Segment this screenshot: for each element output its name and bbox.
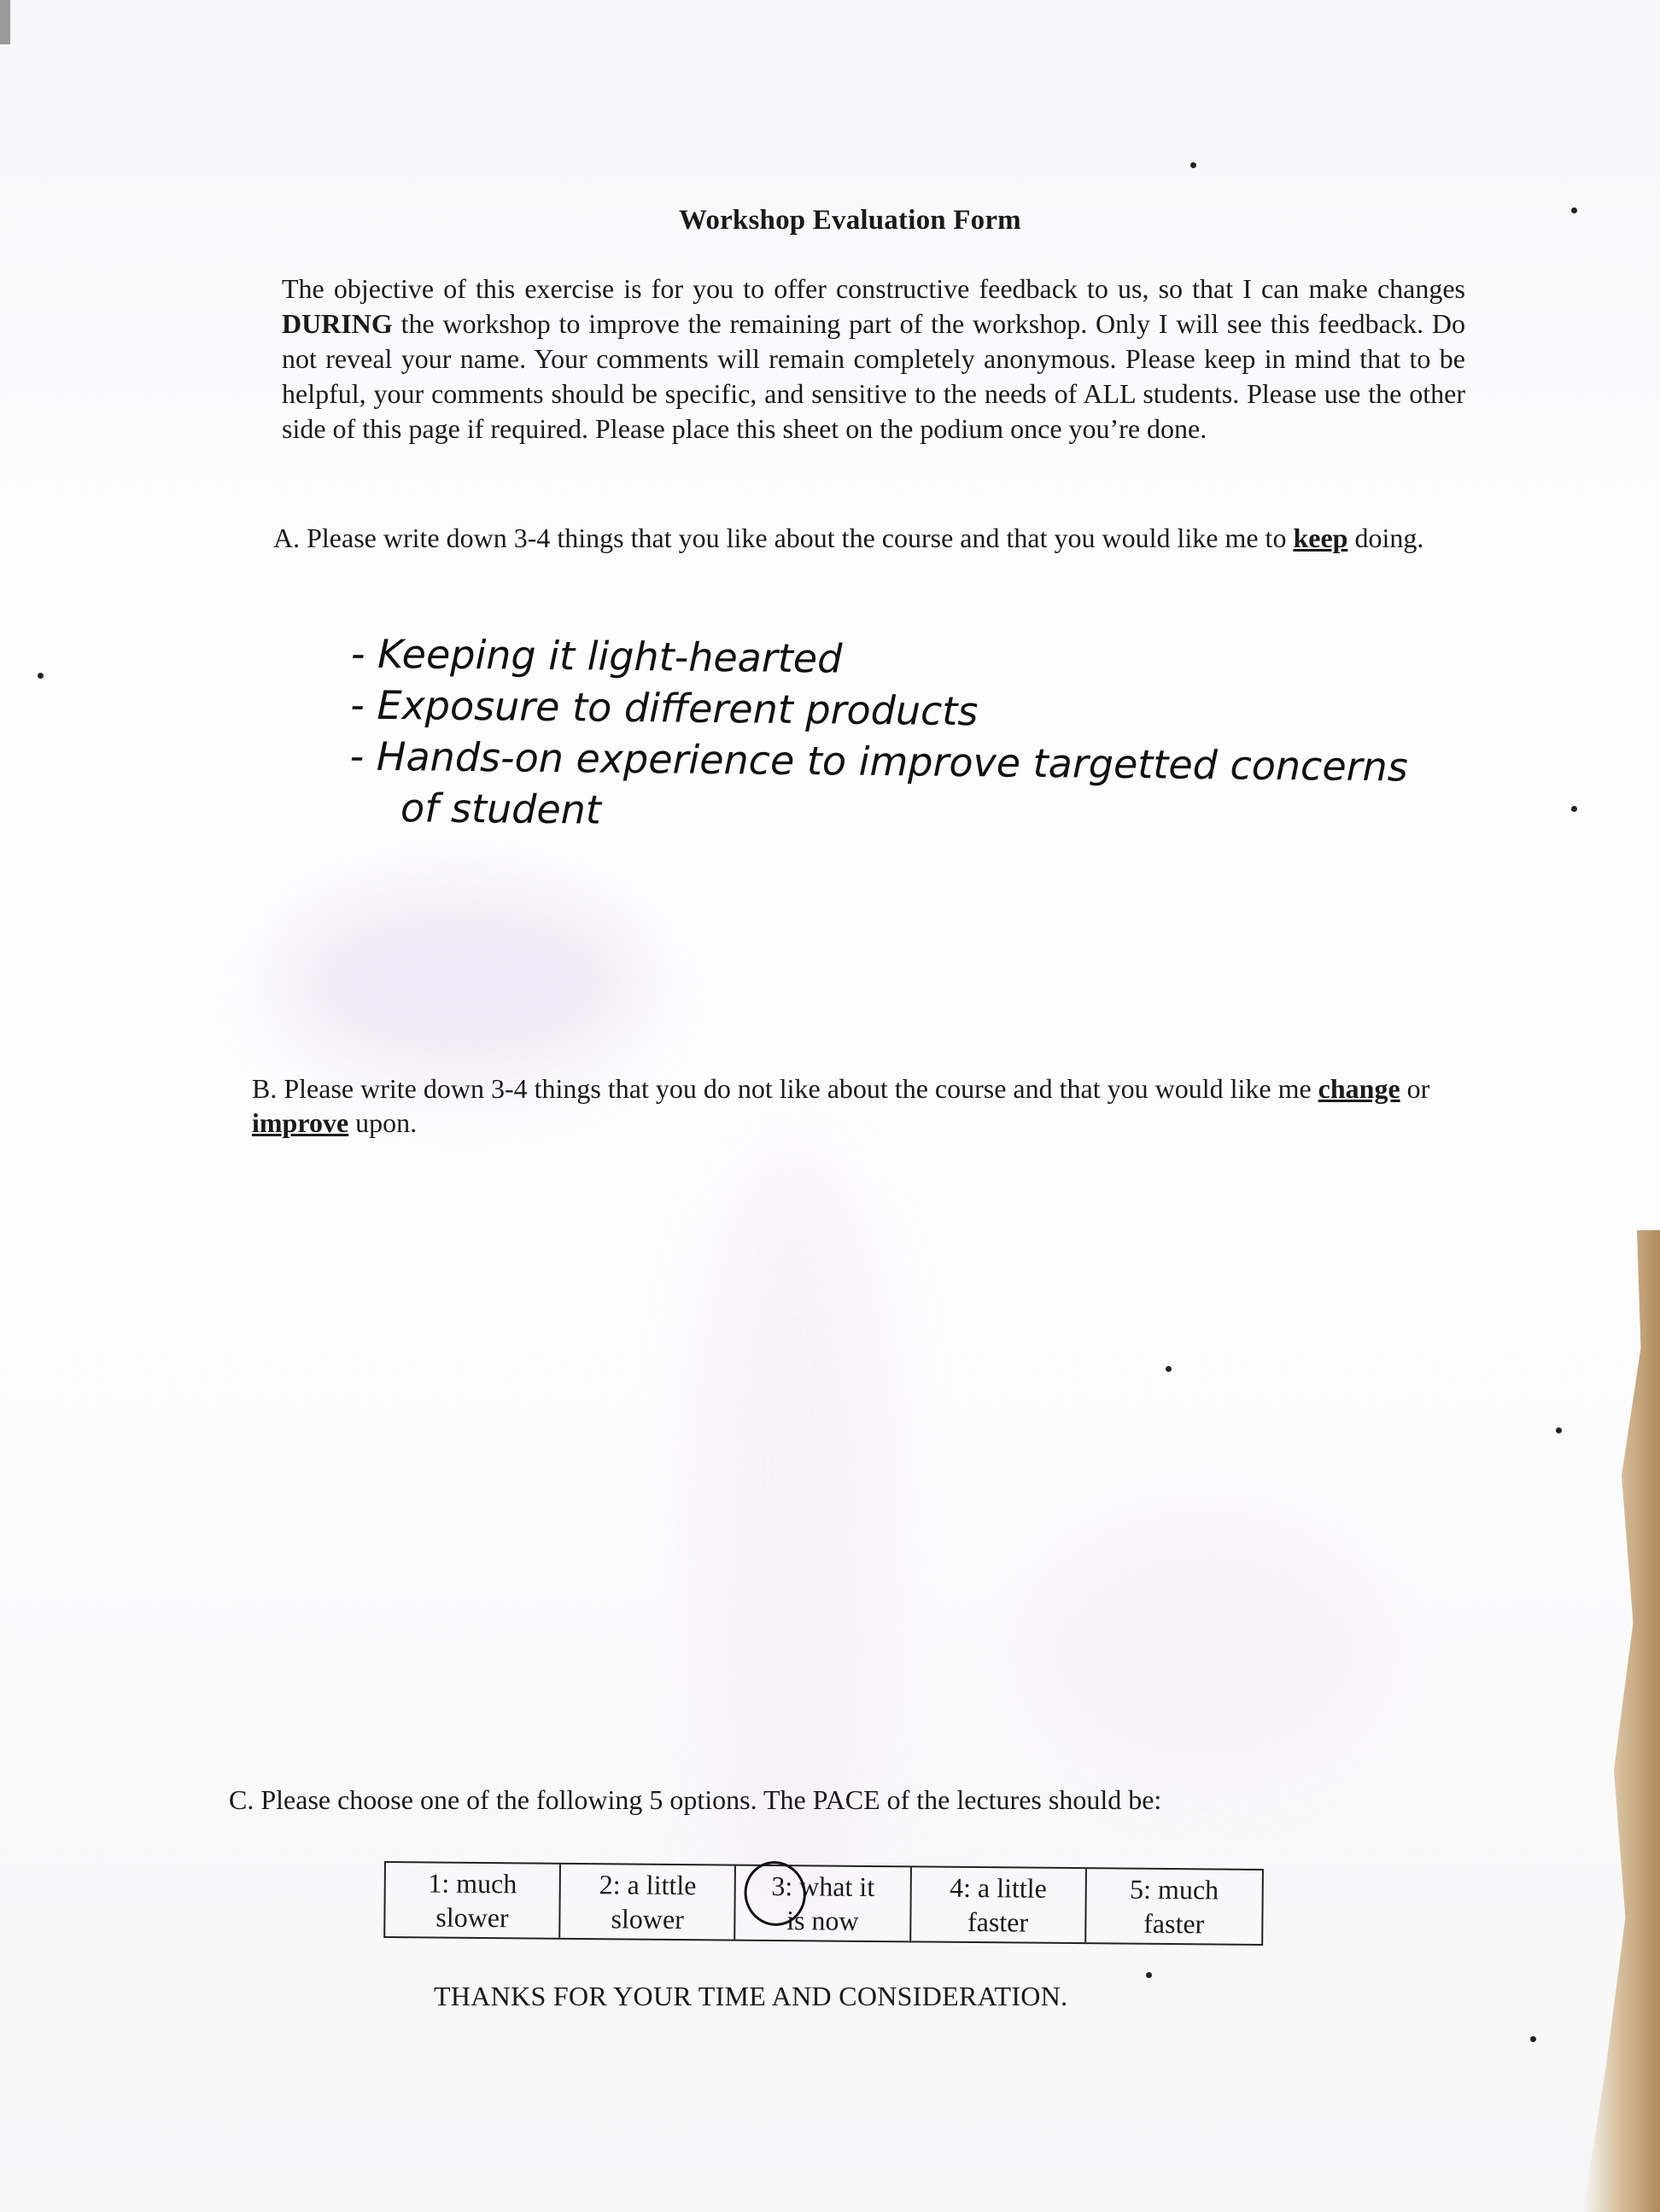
intro-emphasis: DURING: [282, 308, 393, 339]
question-a-keyword: keep: [1293, 522, 1348, 553]
speck: [1571, 207, 1577, 213]
pace-option-3[interactable]: [736, 1866, 912, 1941]
question-a: [273, 521, 1486, 555]
speck: [1530, 2036, 1536, 2042]
pace-option-label: 3: what it: [771, 1870, 875, 1903]
handwritten-line: of student: [400, 785, 602, 833]
question-a-suffix: doing.: [1347, 522, 1424, 553]
handwritten-line: - Hands-on experience to improve targetted concerns: [349, 732, 1408, 791]
torn-paper-edge: [1583, 1230, 1660, 2212]
page-corner-tab: [0, 0, 10, 44]
pace-option-label: 2: a little: [599, 1869, 697, 1901]
pace-option-2[interactable]: [560, 1865, 736, 1940]
stain-blotch: [282, 888, 640, 1076]
pace-option-label: slower: [611, 1903, 685, 1935]
handwritten-answer-a: [349, 628, 1410, 844]
speck: [1556, 1427, 1562, 1433]
speck: [1146, 1972, 1152, 1978]
speck: [38, 673, 44, 679]
pace-options-table: [383, 1861, 1264, 1946]
question-b-suffix: upon.: [348, 1107, 418, 1138]
question-b: [252, 1071, 1447, 1140]
question-b-text: B. Please write down 3-4 things that you do not like about the course and that you would like me: [252, 1073, 1318, 1104]
thanks-message: THANKS FOR YOUR TIME AND CONSIDERATION.: [434, 1981, 1068, 2011]
pace-option-4[interactable]: [911, 1867, 1087, 1942]
intro-paragraph: [282, 271, 1465, 446]
question-b-keyword-improve: improve: [252, 1107, 349, 1138]
intro-text: The objective of this exercise is for you to offer constructive feedback to us, so that I can make changes: [282, 273, 1465, 304]
question-b-middle: or: [1400, 1073, 1430, 1104]
handwritten-line: - Exposure to different products: [350, 681, 979, 735]
question-c: C. Please choose one of the following 5 options. The PACE of the lectures should be:: [229, 1784, 1162, 1815]
pace-option-5[interactable]: [1086, 1869, 1262, 1944]
pace-option-label: 1: much: [428, 1867, 517, 1900]
pace-option-label: faster: [967, 1906, 1029, 1938]
pace-option-label: slower: [435, 1901, 509, 1934]
question-b-keyword-change: change: [1318, 1073, 1400, 1104]
handwritten-line: - Keeping it light-hearted: [350, 630, 843, 682]
pace-option-label: is now: [786, 1905, 859, 1936]
speck: [1571, 806, 1577, 812]
speck: [1190, 162, 1196, 168]
speck: [1166, 1366, 1172, 1372]
stain-blotch: [1025, 1520, 1383, 1776]
intro-text-continued: the workshop to improve the remaining part of the workshop. Only I will see this feedback. Do not reveal your name. Your comments will remain completely anonymous. Please keep in mind that to be helpful, your comments should be specific, and sensitive to the needs of ALL students. Please use the other side of this page if required. Please place this sheet on the podium once you’re done.: [282, 308, 1465, 444]
question-a-text: A. Please write down 3-4 things that you like about the course and that you would like me to: [273, 522, 1294, 553]
pace-option-1[interactable]: [385, 1863, 561, 1938]
pace-option-label: faster: [1143, 1907, 1205, 1940]
form-title: Workshop Evaluation Form: [679, 205, 1021, 236]
pace-option-label: 5: much: [1129, 1873, 1219, 1906]
pace-option-label: 4: a little: [949, 1871, 1047, 1904]
